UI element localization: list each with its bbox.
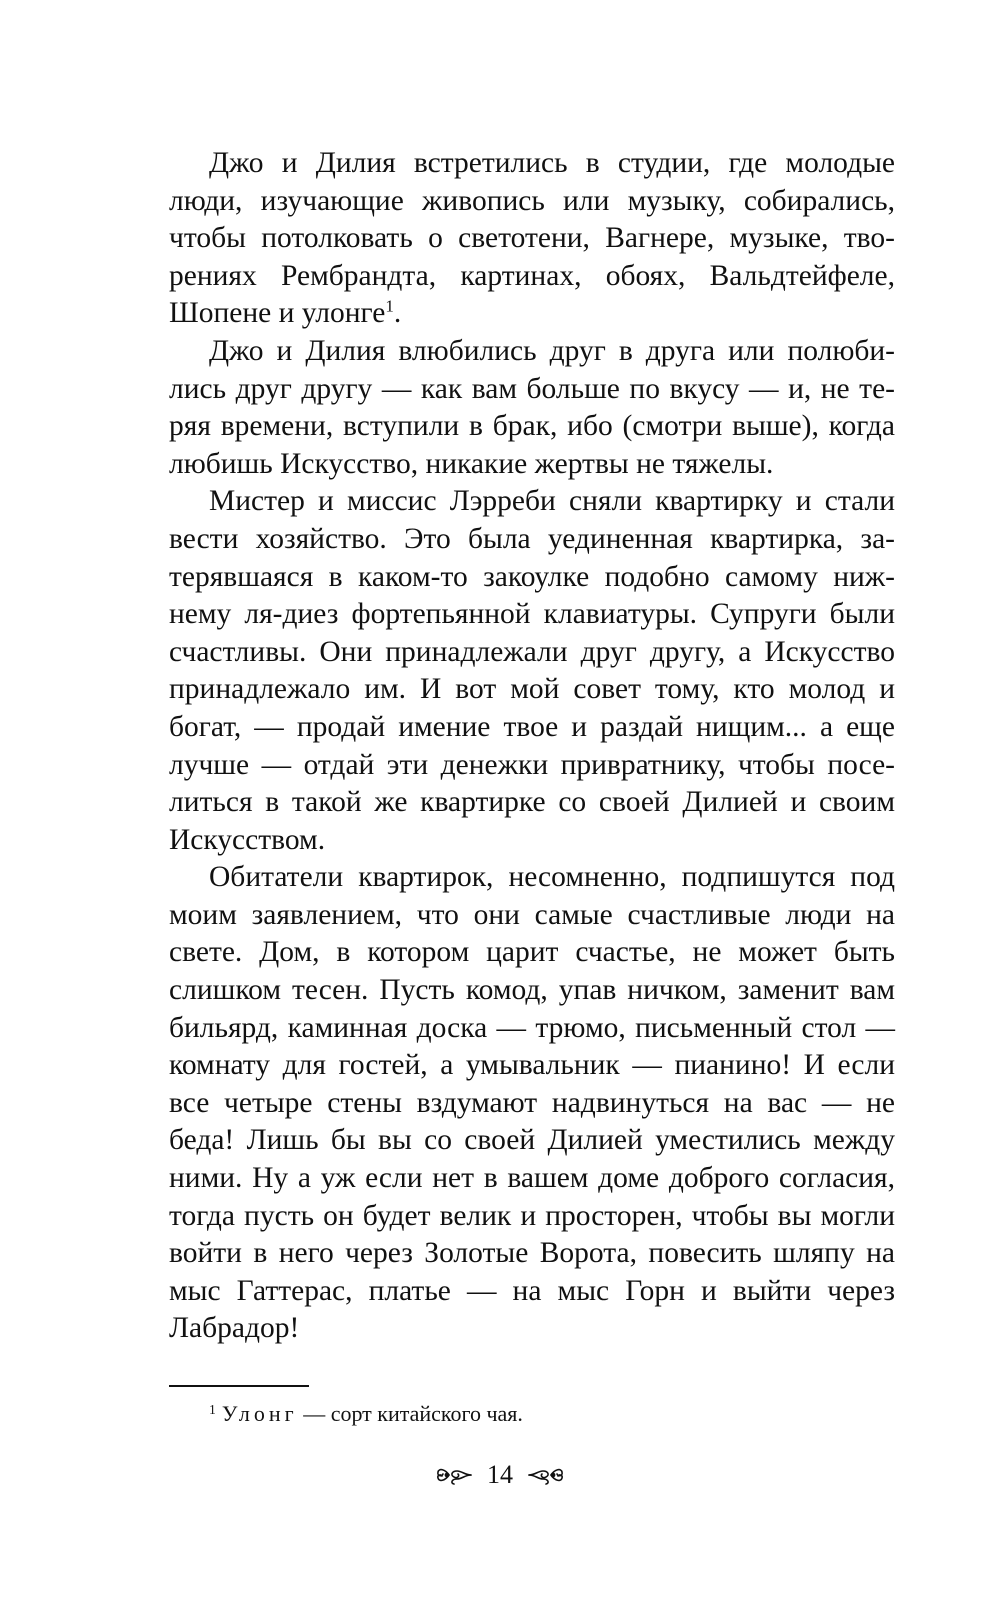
paragraph-1: [169, 145, 895, 333]
footnote-reference[interactable]: 1: [385, 296, 394, 316]
footnote: [209, 1400, 523, 1428]
footnote-divider: [169, 1385, 309, 1387]
floral-ornament-right-icon: [527, 1462, 565, 1488]
paragraph-3: Мистер и миссис Лэрреби сняли квартирку и стали вести хозяйство. Это была уединенная квартирка, затерявшаяся в каком-то закоулке подобно самому нижнему ля-диез фортепьянной клавиатуры. Супруги были счастливы. Они принадлежали друг другу, а Искусство принадлежало им. И вот мой совет тому, кто молод и богат, — продай имение твое и раздай нищим... а еще лучше — отдай эти денежки привратнику, чтобы поселиться в такой же квартирке со своей Дилией и своим Искусством.: [169, 485, 895, 856]
footnote-definition: — сорт китайского чая.: [297, 1401, 523, 1426]
main-text: [169, 145, 895, 1348]
paragraph-4: Обитатели квартирок, несомненно, подпишутся под моим заявлением, что они самые счастливые люди на свете. Дом, в котором царит счастье, не может быть слишком тесен. Пусть комод, упав ничком, заменит вам бильярд, каминная доска — трюмо, письменный стол — комнату для гостей, а умывальник — пианино! И если все четыре стены вздумают надвинуться на вас — не беда! Лишь бы вы со своей Дилией уместились между ними. Ну а уж если нет в вашем доме доброго согласия, тогда пусть он будет велик и просторен, чтобы вы могли войти в него через Золотые Ворота, повесить шляпу на мыс Гаттерас, платье — на мыс Горн и выйти через Лабрадор!: [169, 861, 895, 1345]
page-footer: [0, 1460, 1000, 1490]
paragraph-1-text: Джо и Дилия встретились в студии, где молодые люди, изучающие живопись или музыку, собирались, чтобы потолковать о светотени, Вагнере, музыке, творениях Рембрандта, картинах, обоях, Вальдтейфеле, Шопене и улонге: [169, 147, 895, 330]
footnote-term: Улонг: [221, 1401, 298, 1426]
page-number: 14: [487, 1460, 513, 1489]
floral-ornament-left-icon: [435, 1462, 473, 1488]
paragraph-2: Джо и Дилия влюбились друг в друга или полюбились друг другу — как вам больше по вкусу — и, не теряя времени, вступили в брак, ибо (смотри выше), когда любишь Искусство, никакие жертвы не тяжелы.: [169, 334, 895, 480]
footnote-marker: 1: [209, 1401, 216, 1417]
paragraph-1-tail: .: [393, 297, 402, 330]
